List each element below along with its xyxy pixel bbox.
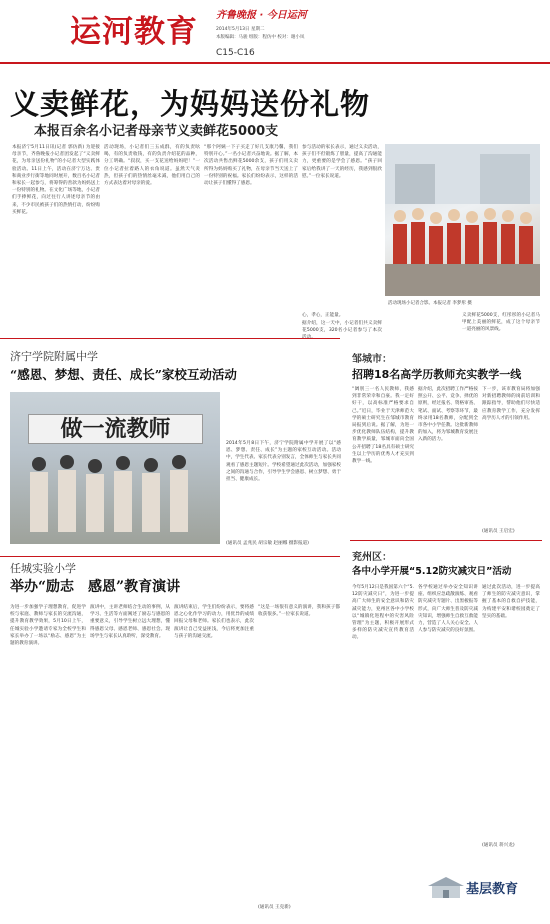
group-photo-illustration — [385, 144, 540, 296]
lead-headline: 义卖鲜花，为妈妈送份礼物 — [10, 87, 371, 121]
article4-byline: (通讯员 王启宏) — [482, 529, 515, 534]
article4-column-2: 据介绍，此次招聘工作严格按照公开、公平、竞争、择优的原则，经过报名、资格审查、笔试、面试、考察等环节，最终录用18名教师，分配到全市各中小学任教。这批新教师的加入，将为邹城教育发展注入新的活力。 — [418, 387, 478, 443]
article5-column-1: 今年5月12日是我国第六个“5.12防灾减灾日”，为进一步提高广大师生的安全意识和防灾减灾能力，兖州区各中小学校以“城镇化进程中的灾害风险管理”为主题，积极开展形式多样的防灾减灾宣传教育活动。 — [352, 585, 414, 641]
article4-divider — [350, 540, 542, 541]
article3-column-4: “这是一场很有意义的演讲，我和孩子都收获很多。”一位家长说道。 — [258, 605, 340, 618]
banner-text: 做一流教师 — [60, 416, 171, 442]
article2-kicker: 济宁学院附属中学 — [10, 350, 98, 363]
column-logo — [426, 874, 530, 900]
article4-kicker: 邹城市： — [352, 354, 392, 365]
date-line: 2014年5月13日 星期二 — [216, 27, 265, 32]
editors-line: 本版编辑：马骏 组版：程仿中 校对：谢小凤 — [216, 35, 305, 40]
article3-title: 举办“励志 感恩”教育演讲 — [10, 579, 181, 595]
lead-photo-caption: 活动现场小记者合影。本报记者 李梦彤 摄 — [388, 301, 472, 306]
lead-photo — [385, 144, 540, 296]
lead-divider — [0, 338, 340, 339]
lead-column-1: 本报济宁5月11日讯(记者 郭仿新) 为迎接母亲节，齐鲁晚报小记者团发起了“义卖鲜花，为母亲送份礼物”的小记者大型实践体验活动。11日上午，活动在济宁万达、贵和商业步行街等地同时展开，数百名小记者和家长一起参与，将筹得的善款为妈妈送上一份特别的礼物。在文化广场等地，小记者们手捧鲜花，向过往行人讲述母亲节的由来，不少市民被孩子们的热情打动，纷纷购买鲜花。 — [12, 145, 100, 215]
lead-column-2: 活动现场，小记者们三五成群，有的负责吆喝，有的负责收钱，有的负责介绍花的品种，分工明确。“叔叔，买一支花送给妈妈吧！”一位小记者拉着路人的衣角说道。虽然天气炎热，但孩子们的热情丝毫未减，他们用自己的方式表达着对母亲的爱。 — [104, 145, 200, 187]
section-title: 运河教育 — [70, 14, 198, 50]
page-numbers: C15-C16 — [216, 48, 255, 58]
article5-byline: (通讯员 蒋兴龙) — [482, 843, 515, 848]
article2-byline: (通讯员 孟兆民 胡宗敏 赵丽娜 摄影报道) — [226, 541, 309, 546]
article2-divider — [0, 556, 340, 557]
lead-bottom-mid: 据介绍，这一天中，小记者们共义卖鲜花5000支，320名小记者参与了本次 — [302, 321, 382, 334]
article3-column-3: 演讲结束后，学生们纷纷表示，要将感恩之心化作学习的动力，用优异的成绩回报父母和老师。家长们也表示，此次演讲让自己受益匪浅，今后将更加注重与孩子的沟通交流。 — [174, 605, 254, 639]
paper-logo: 齐鲁晚报 · 今日运河 — [216, 10, 307, 21]
article5-kicker: 兖州区： — [352, 552, 392, 563]
school-building-icon — [426, 874, 466, 900]
students-illustration — [10, 452, 220, 544]
article5-title: 各中小学开展“5.12防灾减灾日”活动 — [352, 566, 512, 577]
article2-body: 2014年5月8日下午，济宁学院附属中学开展了以“感恩、梦想、责任、成长”为主题的家校互动活动。活动中，学生代表、家长代表分别发言，全体师生与家长共同观看了感恩主题短片。学校希望通过此次活动，加强家校之间的沟通与合作，引导学生学会感恩、树立梦想、勇于担当、健康成长。 — [226, 441, 341, 483]
lead-column-3: “那个阿姨一下子买走了好几支康乃馨，我们特别开心。”一名小记者兴奋地说。据了解，本次活动共售出鲜花5000余支，孩子们用义卖所得为妈妈购买了礼物，在母亲节当天送上了一份特别的祝福。家长们纷纷表示，这样的活动让孩子们懂得了感恩。 — [204, 145, 298, 187]
article4-column-3: 下一步，该市教育局将加强对新招聘教师的岗前培训和跟踪指导，帮助他们尽快适应教育教学工作，充分发挥高学历人才的引领作用。 — [482, 387, 540, 421]
article2-title: “感恩、梦想、责任、成长”家校互动活动 — [10, 367, 237, 382]
masthead — [0, 0, 550, 62]
lead-bottom-left: 心，孝心，正能量。 — [302, 313, 344, 318]
article5-column-3: 通过此次活动，进一步提高了师生的防灾减灾意识，掌握了基本的自救自护技能，为构建平安和谐校园奠定了坚实的基础。 — [482, 585, 540, 619]
article3-column-2: 演讲中，主讲老师结合生动的事例，从学习、生活等方面阐述了励志与感恩的重要意义，引导学生树立远大理想，懂得感恩父母、感恩老师、感恩社会。现场学生与家长认真聆听，深受教育。 — [90, 605, 170, 639]
masthead-divider — [0, 62, 550, 64]
article4-column-1: “阔别三一名人民教师，我感到非常荣幸和自豪。我一定好好干，以高标准严格要求自己。”近日，毕业于天津师范大学的硕士研究生在邹城市教育局报到后说。据了解，为进一步优化教师队伍结构，提升教育教学质量，邹城市面向全国公开招聘了18名具有硕士研究生以上学历的优秀人才充实到教学一线。 — [352, 387, 414, 465]
article4-title: 招聘18名高学历教师充实教学一线 — [352, 368, 522, 381]
lead-bottom-right: 义卖鲜花5000支，红彤彤的小记者马甲配上美丽的鲜花，成了这个母亲节一道亮丽的风景线。 — [462, 313, 540, 333]
column-logo-text: 基层教育 — [466, 882, 519, 897]
article3-column-1: 为进一步加强学子理想教育，促进学校与家庭、教师与家长的交流沟通，提升教育教学效果，5月10日上午，任城实验小学邀请专家为全校学生和家长举办了一场以“励志、感恩”为主题的教育演讲。 — [10, 605, 86, 647]
article5-column-2: 各学校通过举办安全知识讲座、组织应急疏散演练、观看防灾减灾专题片、出黑板报等形式，向广大师生普及防灾减灾知识，增强师生自救互救能力，营造了人人关心安全、人人参与防灾减灾的良好氛围。 — [418, 585, 478, 634]
banner — [28, 414, 203, 444]
article3-byline: (通讯员 王克新) — [258, 905, 291, 910]
article2-photo — [10, 392, 220, 544]
lead-subhead: 本报百余名小记者母亲节义卖鲜花5000支 — [34, 124, 279, 139]
lead-column-4: 参与活动的家长表示，通过义卖活动，孩子们不但锻炼了胆量，提高了沟通能力，更重要的是学会了感恩。“孩子回家后给我讲了一天的经历，我感到很欣慰。”一位家长说道。 — [302, 145, 382, 179]
article3-kicker: 任城实验小学 — [10, 562, 76, 575]
